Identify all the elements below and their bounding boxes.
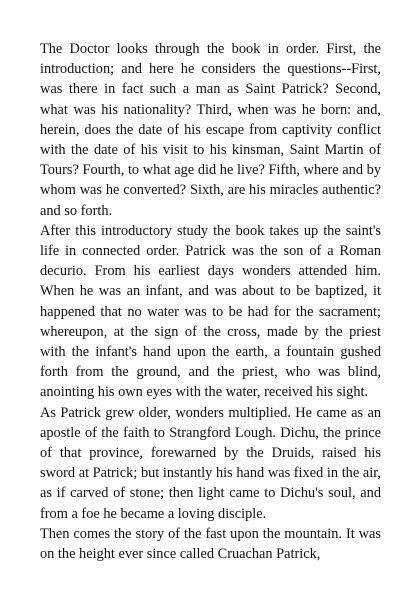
paragraph-introduction-questions: The Doctor looks through the book in order. First, the introduction; and here he considers the questions--First, was there in fact such a man as Saint Patrick? Second, what was his nationality? Third, when was he born: and, herein, does the date of his escape from captivity conflict with the date of his visit to his kinsman, Saint Martin of Tours? Fourth, to what age did he live? Fifth, where and by whom was he converted? Sixth, are his miracles authentic? and so forth. (40, 41, 381, 219)
document-page (40, 39, 381, 564)
paragraph-patrick-early-life: After this introductory study the book takes up the saint's life in connected order. Patrick was the son of a Roman decurio. From his earliest days wonders attended him. When he was an infant, and was about to be baptized, it happened that no water was to be had for the sacrament; whereupon, at the sign of the cross, made by the priest with the infant's hand upon the earth, a fountain gushed forth from the ground, and the priest, who was blind, anointing his own eyes with the water, received his sight. (40, 222, 381, 401)
paragraph-fast-upon-mountain: Then comes the story of the fast upon the mountain. It was on the height ever since called Cruachan Patrick, (40, 525, 381, 563)
paragraph-strangford-lough-dichu: As Patrick grew older, wonders multiplied. He came as an apostle of the faith to Strangford Lough. Dichu, the prince of that province, forewarned by the Druids, raised his sword at Patrick; but instantly his hand was fixed in the air, as if carved of stone; then light came to Dichu's soul, and from a foe he became a loving disciple. (40, 404, 381, 522)
